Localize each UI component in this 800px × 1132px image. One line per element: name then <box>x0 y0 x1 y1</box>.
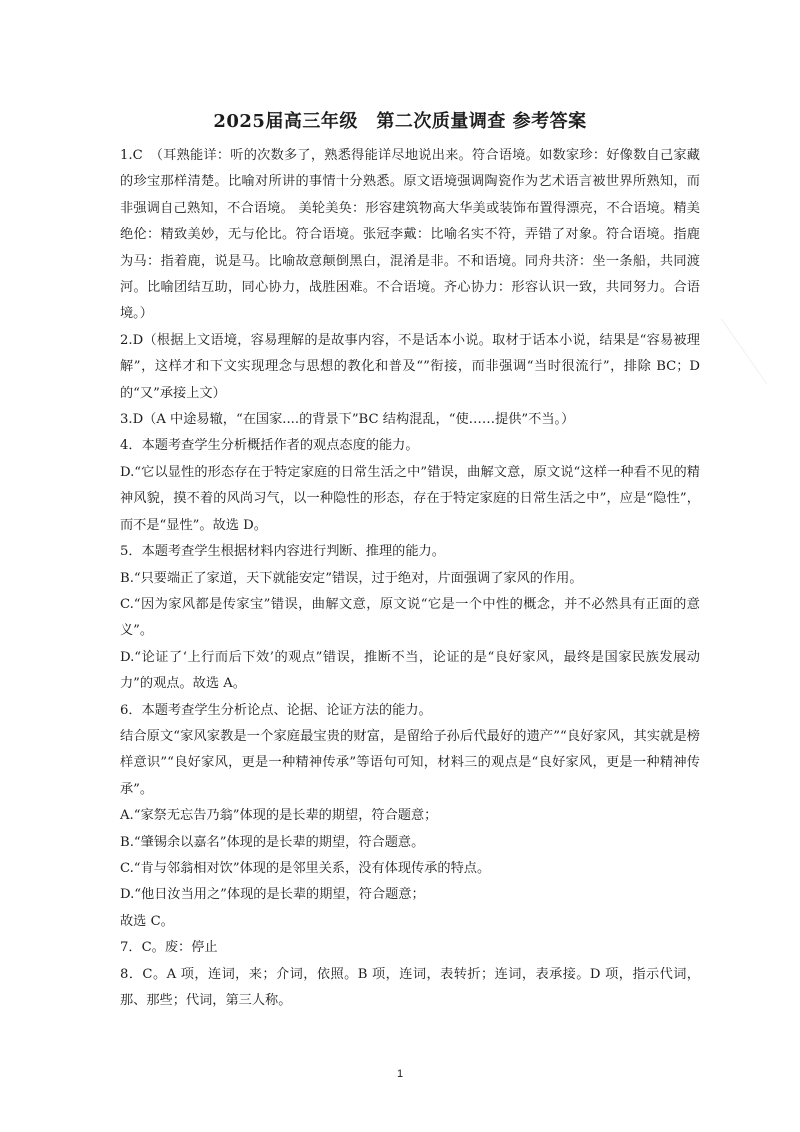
answer-paragraph: D.“他日汝当用之”体现的是长辈的期望，符合题意； <box>120 887 425 903</box>
answer-paragraph: C.“肯与邻翁相对饮”体现的是邻里关系，没有体现传承的特点。 <box>120 860 491 876</box>
document-body <box>120 143 700 1014</box>
answer-paragraph: 5．本题考查学生根据材料内容进行判断、推理的能力。 <box>120 544 445 560</box>
answer-paragraph: C.“因为家风都是传家宝”错误，曲解文意，原文说“它是一个中性的概念，并不必然具有正面的意义”。 <box>120 596 700 639</box>
answer-paragraph: B.“只要端正了家道，天下就能安定”错误，过于绝对，片面强调了家风的作用。 <box>120 570 583 586</box>
answer-paragraph: 6．本题考查学生分析论点、论据、论证方法的能力。 <box>120 702 432 718</box>
answer-paragraph: 3.D（A 中途易辙，“在国家....的背景下”BC 结构混乱，“使……提供”不当。） <box>120 412 575 428</box>
answer-paragraph: 故选 C。 <box>120 913 174 929</box>
document-title: 2025届高三年级 第二次质量调查 参考答案 <box>213 111 587 132</box>
page-number: 1 <box>396 1068 404 1080</box>
scan-artifact <box>721 295 800 384</box>
answer-paragraph: 1.C （耳熟能详：听的次数多了，熟悉得能详尽地说出来。符合语境。如数家珍：好像数自己家藏的珍宝那样清楚。比喻对所讲的事情十分熟悉。原文语境强调陶瓷作为艺术语言被世界所熟知，而非强调自己熟知，不合语境。 美轮美奂：形容建筑物高大华美或装饰布置得漂亮，不合语境。精美绝伦：精致美妙，无与伦比。符合语境。张冠李戴：比喻名实不符，弄错了对象。符合语境。指鹿为马：指着鹿，说是马。比喻故意颠倒黑白，混淆是非。不和语境。同舟共济：坐一条船，共同渡河。比喻团结互助，同心协力，战胜困难。不合语境。齐心协力：形容认识一致，共同努力。合语境。） <box>120 148 700 322</box>
answer-paragraph: 2.D（根据上文语境，容易理解的是故事内容，不是话本小说。取材于话本小说，结果是“容易被理解”，这样才和下文实现理念与思想的教化和普及“”衔接，而非强调“当时很流行”，排除 BC；D 的“又”承接上文） <box>120 332 700 401</box>
answer-paragraph: B.“肇锡余以嘉名”体现的是长辈的期望，符合题意。 <box>120 834 425 850</box>
answer-paragraph: A.“家祭无忘告乃翁”体现的是长辈的期望，符合题意； <box>120 808 438 824</box>
answer-paragraph: 4．本题考查学生分析概括作者的观点态度的能力。 <box>120 438 419 454</box>
answer-paragraph: 结合原文“家风家教是一个家庭最宝贵的财富，是留给子孙后代最好的遗产”“良好家风，其实就是榜样意识”“良好家风，更是一种精神传承”等语句可知，材料三的观点是“良好家风，更是一种精神传承”。 <box>120 728 700 797</box>
answer-paragraph: D.“论证了‘上行而后下效’的观点”错误，推断不当，论证的是“良好家风，最终是国家民族发展动力”的观点。故选 A。 <box>120 649 700 692</box>
answer-paragraph: 7．C。废：停止 <box>120 940 218 956</box>
answer-paragraph: D.“它以显性的形态存在于特定家庭的日常生活之中”错误，曲解文意，原文说“这样一种看不见的精神风貌，摸不着的风尚习气，以一种隐性的形态，存在于特定家庭的日常生活之中”，应是“隐性”，而不是“显性”。故选 D。 <box>120 464 700 533</box>
answer-paragraph: 8．C。A 项，连词，来；介词，依照。B 项，连词，表转折；连词，表承接。D 项，指示代词，那、那些；代词，第三人称。 <box>120 966 700 1008</box>
